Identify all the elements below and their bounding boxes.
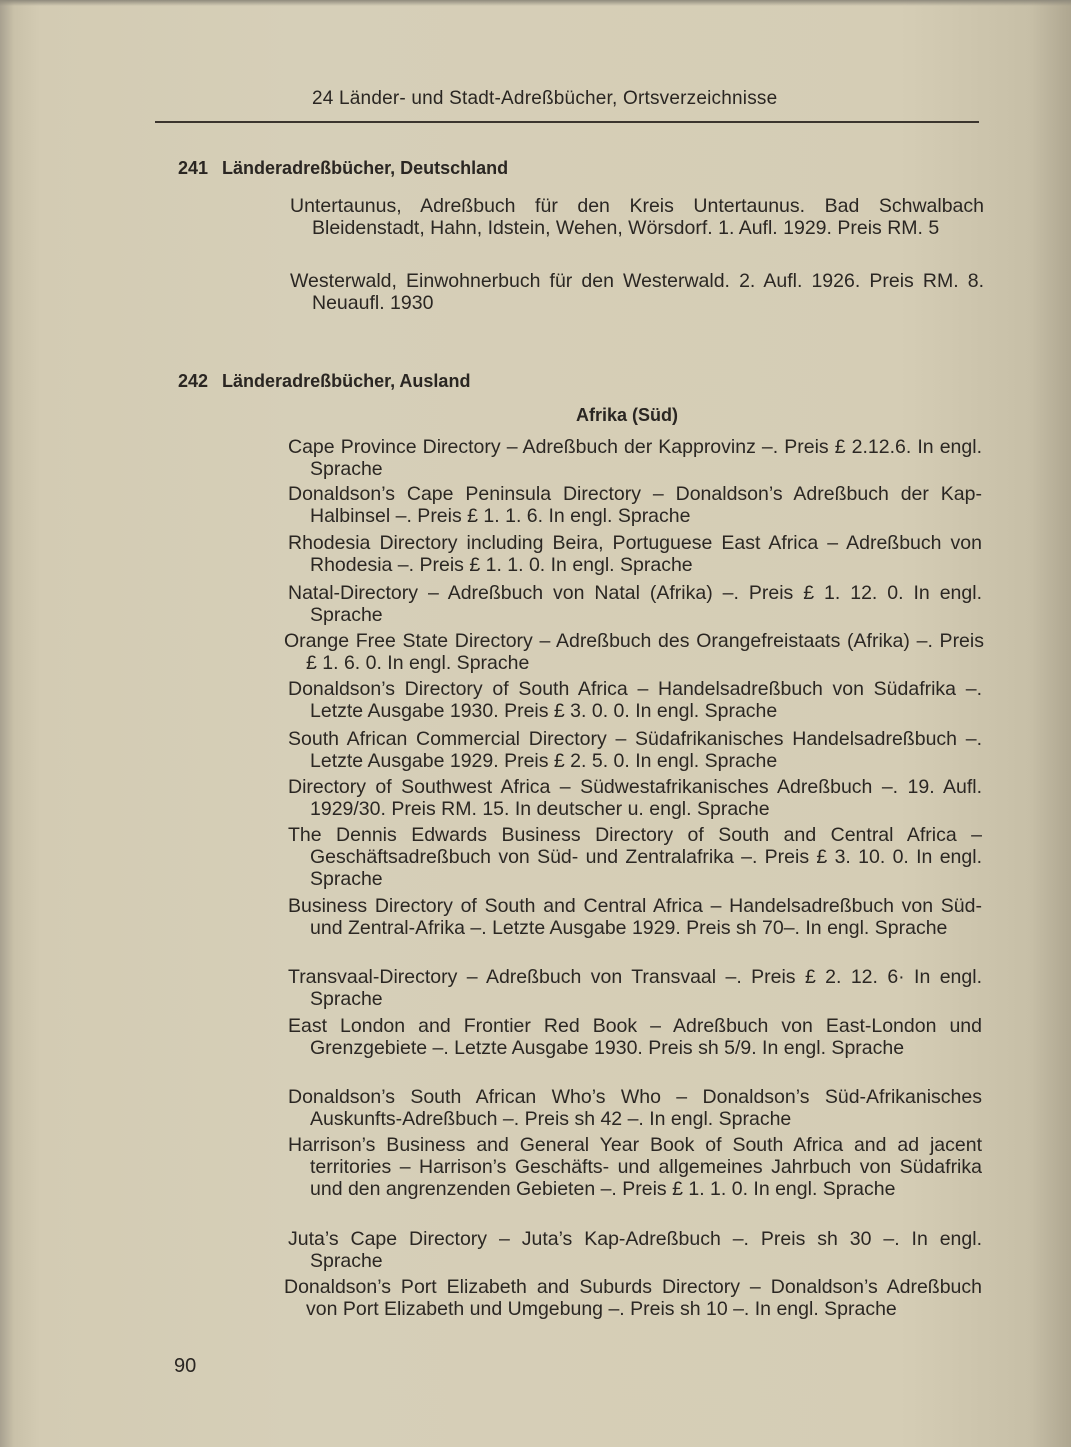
entry-business-directory: Business Directory of South and Central Africa – Handelsadreßbuch von Süd- und Zentral-Afrika –. Letzte Ausgabe 1929. Preis sh 70–. In engl. Sprache [288,895,982,939]
entry-transvaal: Transvaal-Directory – Adreßbuch von Transvaal –. Preis £ 2. 12. 6· In engl. Sprache [288,966,982,1010]
entry-donaldson-whos-who: Donaldson’s South African Who’s Who – Donaldson’s Süd-Afrikanisches Auskunfts-Adreßbuch –. Preis sh 42 –. In engl. Sprache [288,1086,982,1130]
section-heading-241 [178,158,508,179]
entry-westerwald: Westerwald, Einwohnerbuch für den Westerwald. 2. Aufl. 1926. Preis RM. 8. Neuaufl. 1930 [290,270,984,314]
entry-southwest-africa: Directory of Southwest Africa – Südwestafrikanisches Adreßbuch –. 19. Aufl. 1929/30. Preis RM. 15. In deutscher u. engl. Sprache [288,776,982,820]
section-number: 241 [178,158,209,178]
section-title: Länderadreßbücher, Ausland [222,371,471,391]
entry-cape-province: Cape Province Directory – Adreßbuch der Kapprovinz –. Preis £ 2.12.6. In engl. Sprache [288,436,982,480]
subheading-afrika-sued: Afrika (Süd) [576,405,679,425]
entry-juta-cape: Juta’s Cape Directory – Juta’s Kap-Adreßbuch –. Preis sh 30 –. In engl. Sprache [288,1228,982,1272]
entry-donaldson-south-africa: Donaldson’s Directory of South Africa – Handelsadreßbuch von Südafrika –. Letzte Ausgabe 1930. Preis £ 3. 0. 0. In engl. Sprache [288,678,982,722]
section-number: 242 [178,371,209,391]
page-number: 90 [174,1355,197,1377]
entry-east-london: East London and Frontier Red Book – Adreßbuch von East-London und Grenzgebiete –. Letzte Ausgabe 1930. Preis sh 5/9. In engl. Sprache [288,1015,982,1059]
header-rule [155,121,979,123]
entry-donaldson-cape-peninsula: Donaldson’s Cape Peninsula Directory – Donaldson’s Adreßbuch der Kap-Halbinsel –. Preis £ 1. 1. 6. In engl. Sprache [288,483,982,527]
page-top-edge [0,0,1071,6]
entry-rhodesia: Rhodesia Directory including Beira, Portuguese East Africa – Adreßbuch von Rhodesia –. Preis £ 1. 1. 0. In engl. Sprache [288,532,982,576]
entry-harrisons-year-book: Harrison’s Business and General Year Book of South Africa and ad jacent territories – Harrison’s Geschäfts- und allgemeines Jahrbuch von Südafrika und den angrenzenden Gebieten –. Preis £ 1. 1. 0. In engl. Sprache [288,1134,982,1200]
section-heading-242 [178,371,470,392]
entry-dennis-edwards: The Dennis Edwards Business Directory of South and Central Africa – Geschäftsadreßbuch von Süd- und Zentralafrika –. Preis £ 3. 10. 0. In engl. Sprache [288,824,982,890]
entry-untertaunus: Untertaunus, Adreßbuch für den Kreis Untertaunus. Bad Schwalbach Bleidenstadt, Hahn, Idstein, Wehen, Wörsdorf. 1. Aufl. 1929. Preis RM. 5 [290,195,984,239]
entry-natal: Natal-Directory – Adreßbuch von Natal (Afrika) –. Preis £ 1. 12. 0. In engl. Sprache [288,582,982,626]
entry-donaldson-port-elizabeth: Donaldson’s Port Elizabeth and Suburds Directory – Donaldson’s Adreßbuch von Port Elizabeth und Umgebung –. Preis sh 10 –. In engl. Sprache [284,1276,982,1320]
section-title: Länderadreßbücher, Deutschland [222,158,509,178]
entry-south-african-commercial: South African Commercial Directory – Südafrikanisches Handelsadreßbuch –. Letzte Ausgabe 1929. Preis £ 2. 5. 0. In engl. Sprache [288,728,982,772]
entry-orange-free-state: Orange Free State Directory – Adreßbuch des Orangefreistaats (Afrika) –. Preis £ 1. 6. 0. In engl. Sprache [284,630,984,674]
running-header-title: 24 Länder- und Stadt-Adreßbücher, Ortsverzeichnisse [312,88,778,109]
